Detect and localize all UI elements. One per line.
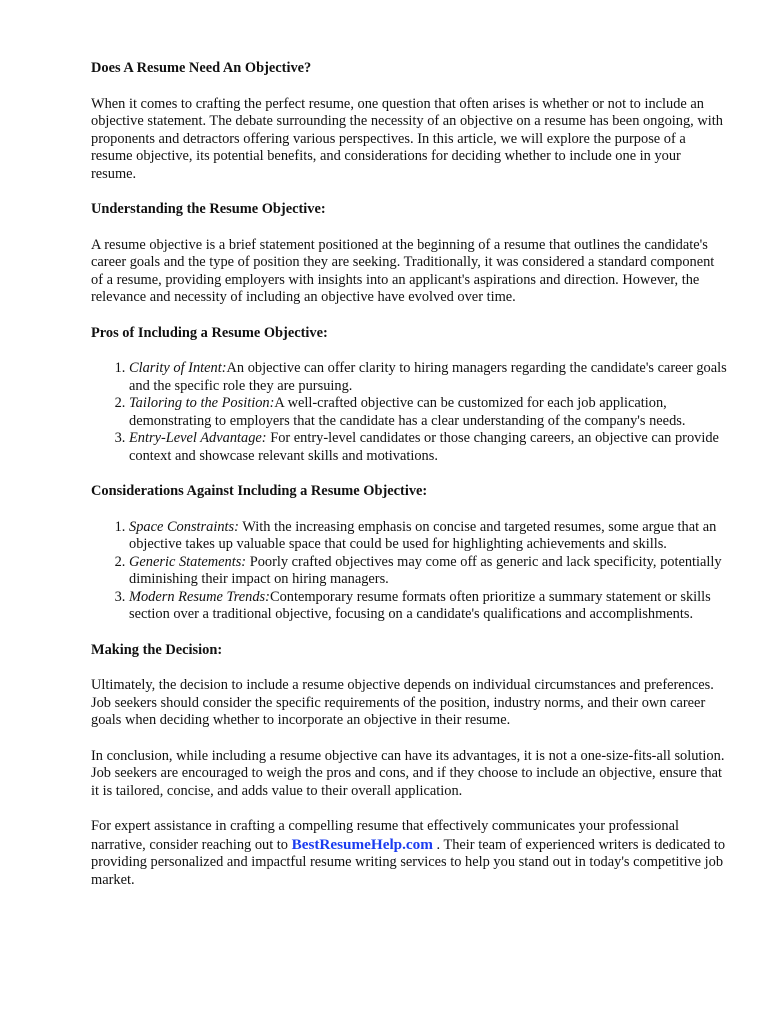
cons-heading: Considerations Against Including a Resume Objective: <box>91 483 428 499</box>
list-item-text: With the increasing emphasis on concise and targeted resumes, some argue that an objective takes up valuable space that could be used for highlighting achievements and skills. <box>129 518 717 552</box>
list-item <box>129 554 728 589</box>
list-item-term: Space Constraints: <box>129 518 239 535</box>
page-title: Does A Resume Need An Objective? <box>91 60 312 76</box>
intro-paragraph: When it comes to crafting the perfect resume, one question that often arises is whether or not to include an objective statement. The debate surrounding the necessity of an objective on a resume has been ongoing, with proponents and detractors offering various perspectives. In this article, we will explore the purpose of a resume objective, its potential benefits, and considerations for deciding whether to include one in your resume. <box>91 95 723 182</box>
cta-text-before: For expert assistance in crafting a compelling resume that effectively communicates your professional narrative, consider reaching out to <box>91 818 679 853</box>
pros-list <box>91 360 728 465</box>
decision-paragraph: Ultimately, the decision to include a resume objective depends on individual circumstances and preferences. Job seekers should consider the specific requirements of the position, industry norms, and their own career goals when deciding whether to incorporate an objective in their resume. <box>91 677 714 728</box>
list-item <box>129 430 728 465</box>
list-item-text: For entry-level candidates or those changing careers, an objective can provide context and showcase relevant skills and motivations. <box>129 430 719 464</box>
understanding-heading: Understanding the Resume Objective: <box>91 201 326 217</box>
list-item-term: Generic Statements: <box>129 553 247 570</box>
pros-heading: Pros of Including a Resume Objective: <box>91 324 328 341</box>
list-item-text: A well-crafted objective can be customized for each job application, demonstrating to employers that the candidate has a clear understanding of the company's needs. <box>129 395 686 429</box>
list-item <box>129 589 728 624</box>
cta-text-after: . Their team of experienced writers is dedicated to providing personalized and impactful resume writing services to help you stand out in today's competitive job market. <box>91 836 726 888</box>
bestresumehelp-link[interactable]: BestResumeHelp.com <box>291 835 433 853</box>
list-item-text: An objective can offer clarity to hiring managers regarding the candidate's career goals and the specific role they are pursuing. <box>129 360 727 394</box>
list-item-term: Tailoring to the Position: <box>129 395 275 411</box>
list-item <box>129 519 728 554</box>
cta-paragraph <box>91 818 728 889</box>
conclusion-paragraph: In conclusion, while including a resume objective can have its advantages, it is not a one-size-fits-all solution. Job seekers are encouraged to weigh the pros and cons, and if they choose to include an objective, ensure that it is tailored, concise, and adds value to their overall application. <box>91 747 725 799</box>
cons-list <box>91 519 728 624</box>
understanding-paragraph: A resume objective is a brief statement positioned at the beginning of a resume that outlines the candidate's career goals and the type of position they are seeking. Traditionally, it was considered a standard component of a resume, providing employers with insights into an applicant's aspirations and direction. However, the relevance and necessity of including an objective have evolved over time. <box>91 236 715 305</box>
list-item <box>129 360 728 395</box>
list-item-term: Modern Resume Trends: <box>129 588 270 605</box>
list-item <box>129 395 728 430</box>
list-item-text: Contemporary resume formats often prioritize a summary statement or skills section over a traditional objective, focusing on a candidate's qualifications and accomplishments. <box>129 588 711 622</box>
list-item-term: Entry-Level Advantage: <box>129 430 267 446</box>
decision-heading: Making the Decision: <box>91 641 223 658</box>
list-item-text: Poorly crafted objectives may come off as generic and lack specificity, potentially diminishing their impact on hiring managers. <box>129 553 722 587</box>
list-item-term: Clarity of Intent: <box>129 360 227 376</box>
